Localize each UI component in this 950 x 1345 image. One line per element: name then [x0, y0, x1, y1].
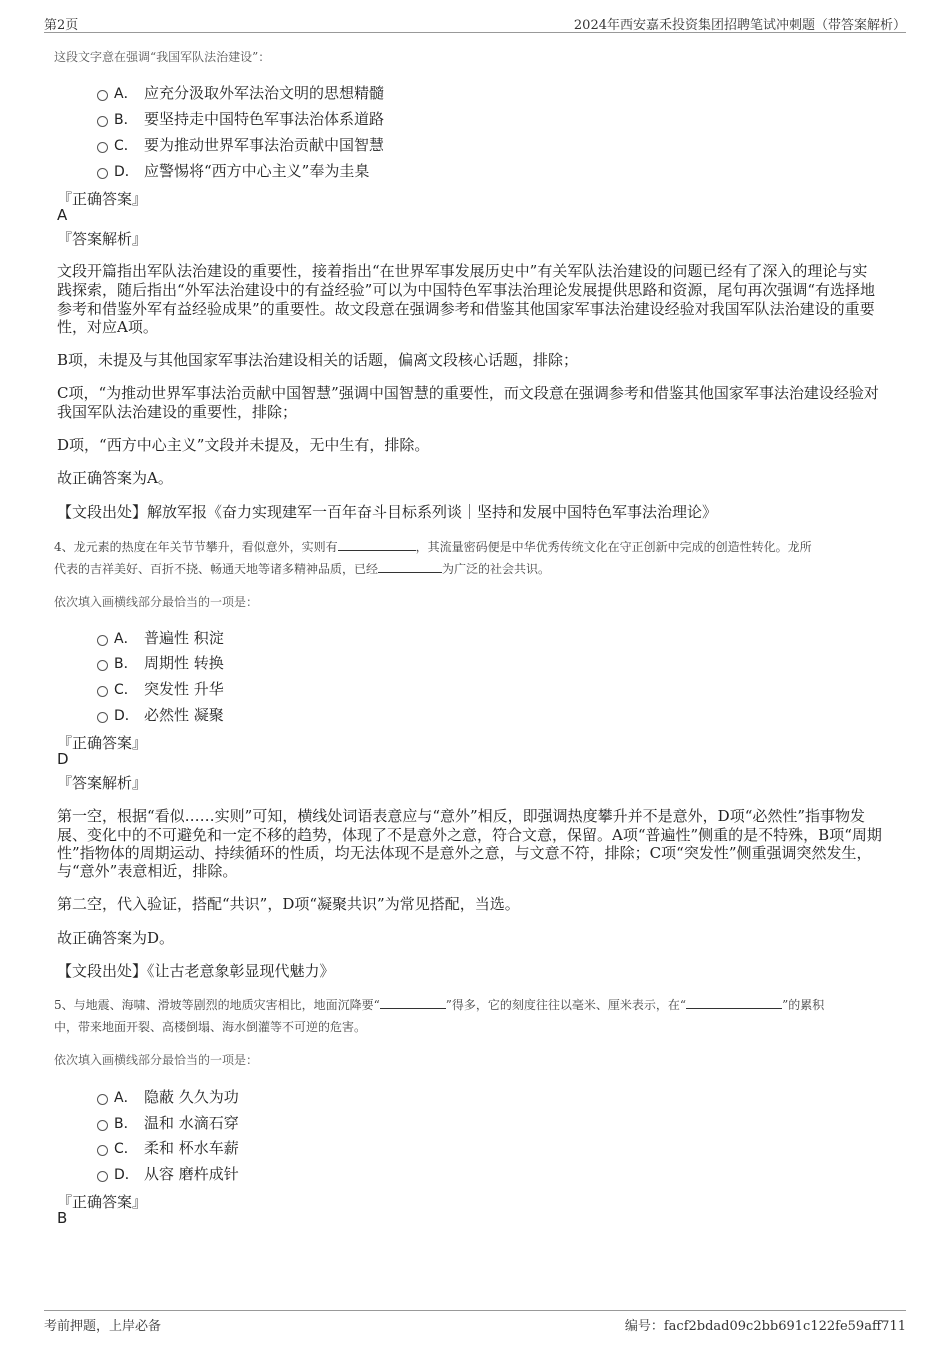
q3-analysis-label: 『答案解析』 [57, 230, 148, 248]
blank-line [686, 996, 782, 1009]
q3-option-c[interactable]: C． 要为推动世界军事法治贡献中国智慧 [97, 134, 384, 158]
radio-icon[interactable] [97, 1094, 108, 1105]
document-title: 2024年西安嘉禾投资集团招聘笔试冲刺题（带答案解析） [573, 18, 906, 33]
q4-answer-label: 『正确答案』 [57, 734, 148, 752]
document-id: 编号：facf2bdad09c2bb691c122fe59aff711 [624, 1319, 906, 1334]
page-header [44, 12, 906, 33]
page-footer [44, 1310, 906, 1335]
radio-icon[interactable] [97, 142, 108, 153]
radio-icon[interactable] [97, 635, 108, 646]
q5-stem: 5、与地震、海啸、滑坡等剧烈的地质灾害相比，地面沉降要“ ”得多，它的刻度往往以毫米、厘米表示，在“ ”的累积 中，带来地面开裂、高楼倒塌、海水倒灌等不可逆的危害。 [54, 998, 825, 1034]
q4-analysis-line: 性”指物体的周期运动、持续循环的性质，均无法体现不是意外之意，与文意不符，排除；C项“突发性”侧重强调突然发生， [57, 844, 872, 862]
q3-analysis-line: B项，未提及与其他国家军事法治建设相关的话题，偏离文段核心话题，排除； [57, 351, 579, 369]
q3-source: 【文段出处】解放军报《奋力实现建军一百年奋斗目标系列谈｜坚持和发展中国特色军事法治理论》 [57, 503, 718, 521]
q4-answer: D [57, 750, 69, 768]
radio-icon[interactable] [97, 1120, 108, 1131]
q3-analysis-line: 践探索，随后指出“外军法治建设中的有益经验”可以为中国特色军事法治理论发展提供思路和资源，尾句再次强调“有选择地 [57, 281, 876, 299]
q4-analysis-line: 与“意外”表意相近，排除。 [57, 862, 238, 880]
q4-option-d[interactable]: D． 必然性 凝聚 [97, 704, 224, 728]
q3-analysis-line: C项，“为推动世界军事法治贡献中国智慧”强调中国智慧的重要性，而文段意在强调参考和借鉴其他国家军事法治建设经验对 [57, 384, 879, 402]
radio-icon[interactable] [97, 1171, 108, 1182]
page-number: 第2页 [44, 18, 79, 33]
q4-prompt: 依次填入画横线部分最恰当的一项是： [54, 595, 259, 609]
q5-prompt: 依次填入画横线部分最恰当的一项是： [54, 1053, 259, 1067]
q4-analysis-line: 第二空，代入验证，搭配“共识”，D项“凝聚共识”为常见搭配，当选。 [57, 895, 520, 913]
q4-option-b[interactable]: B． 周期性 转换 [97, 652, 224, 676]
radio-icon[interactable] [97, 660, 108, 671]
q3-intro: 这段文字意在强调“我国军队法治建设”： [54, 50, 271, 64]
q3-analysis-line: 我国军队法治建设的重要性，排除； [57, 403, 298, 421]
radio-icon[interactable] [97, 116, 108, 127]
q4-option-a[interactable]: A． 普遍性 积淀 [97, 627, 224, 651]
q5-option-b[interactable]: B． 温和 水滴石穿 [97, 1112, 239, 1136]
q3-answer: A [57, 206, 68, 224]
q3-analysis-line: 文段开篇指出军队法治建设的重要性，接着指出“在世界军事发展历史中”有关军队法治建设的问题已经有了深入的理论与实 [57, 262, 868, 280]
q5-answer: B [57, 1209, 68, 1227]
q3-analysis-line: 参考和借鉴外军有益经验成果”的重要性。故文段意在强调参考和借鉴其他国家军事法治建设经验对我国军队法治建设的重要 [57, 300, 875, 318]
q3-option-b[interactable]: B． 要坚持走中国特色军事法治体系道路 [97, 108, 384, 132]
q3-analysis-line: 性，对应A项。 [57, 318, 158, 336]
q4-option-c[interactable]: C． 突发性 升华 [97, 678, 224, 702]
blank-line [378, 560, 442, 573]
q4-stem: 4、龙元素的热度在年关节节攀升，看似意外，实则有 ，其流量密码便是中华优秀传统文化在守正创新中完成的创造性转化。龙所 代表的吉祥美好、百折不挠、畅通天地等诸多精神品质，已经 为广泛的社会共识。 [54, 540, 812, 576]
q5-answer-label: 『正确答案』 [57, 1193, 148, 1211]
radio-icon[interactable] [97, 90, 108, 101]
radio-icon[interactable] [97, 712, 108, 723]
q4-source: 【文段出处】《让古老意象彰显现代魅力》 [57, 962, 335, 980]
radio-icon[interactable] [97, 168, 108, 179]
footer-slogan: 考前押题，上岸必备 [44, 1319, 162, 1334]
q3-option-d[interactable]: D． 应警惕将“西方中心主义”奉为圭臬 [97, 160, 369, 184]
q3-option-a[interactable]: A． 应充分汲取外军法治文明的思想精髓 [97, 82, 384, 106]
q3-answer-label: 『正确答案』 [57, 190, 148, 208]
radio-icon[interactable] [97, 1145, 108, 1156]
radio-icon[interactable] [97, 686, 108, 697]
blank-line [338, 538, 416, 551]
q4-analysis-line: 展、变化中的不可避免和一定不移的趋势，体现了不是意外之意，符合文意，保留。A项“普遍性”侧重的是不特殊，B项“周期 [57, 826, 882, 844]
q5-option-c[interactable]: C． 柔和 杯水车薪 [97, 1137, 239, 1161]
q4-analysis-label: 『答案解析』 [57, 774, 148, 792]
blank-line [380, 996, 446, 1009]
q3-analysis-line: 故正确答案为A。 [57, 469, 173, 487]
q4-analysis-line: 第一空，根据“看似……实则”可知，横线处词语表意应与“意外”相反，即强调热度攀升并不是意外，D项“必然性”指事物发 [57, 807, 866, 825]
q5-option-d[interactable]: D． 从容 磨杵成针 [97, 1163, 239, 1187]
q5-option-a[interactable]: A． 隐蔽 久久为功 [97, 1086, 239, 1110]
q3-analysis-line: D项，“西方中心主义”文段并未提及，无中生有，排除。 [57, 436, 430, 454]
q4-analysis-line: 故正确答案为D。 [57, 929, 175, 947]
